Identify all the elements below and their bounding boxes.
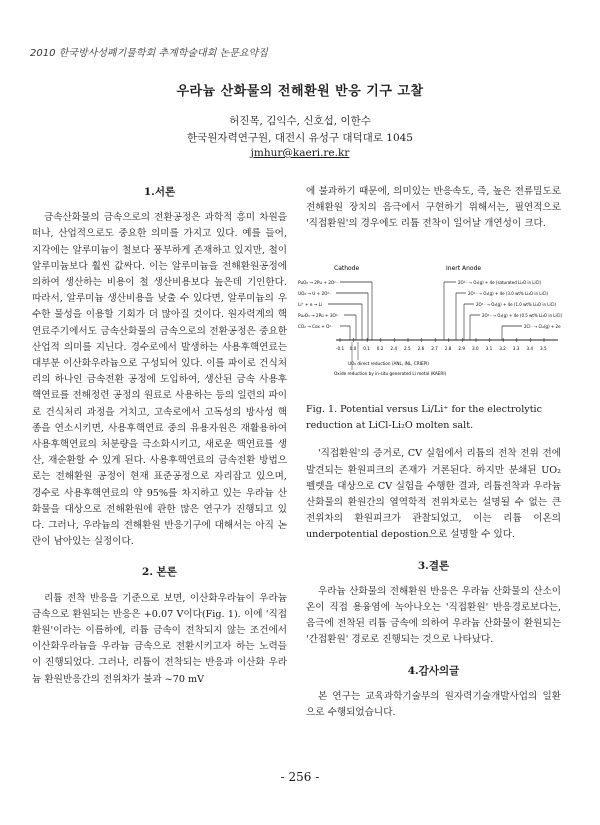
anode-reaction: 2O²⁻ → O₂(g) + 4e (3.0 wt% Li₂O in LiCl) [468, 291, 549, 296]
affiliation: 한국원자력연구원, 대전시 유성구 대덕대로 1045 [187, 132, 413, 144]
axis-tick-label: 2.7 [431, 346, 438, 351]
axis-tick-label: 2.5 [404, 346, 411, 351]
anode-reaction: 2O²⁻ → O₂(g) + 4e (saturated Li₂O in LiCl) [458, 280, 542, 285]
introduction-body: 금속산화물의 금속으로의 전환공정은 과학적 흥미 차원을 떠나, 산업적으로도 중요한 의미를 가지고 있다. 예를 들어, 지각에는 알루미늄이 철보다 풍부하게 존재하고 있지만, 철이 알루미늄보다 훨씬 값싸다. 이는 알루미늄을 전해환원공정에 의하여 생산하는 비용이 철 생산비용보다 높은데 기인한다. 따라서, 알루미늄 생산비용을 낮출 수 있다면, 알루미늄의 우수한 물성을 이용할 기회가 더 많아질 것이다. 원자력계의 핵연료주기에서도 금속산화물의 금속으로의 전환공정은 중요한 산업적 의미를 지닌다. 경수로에서 발생하는 사용후핵연료는 대부분 이산화우라늄으로 구성되어 있다. 이를 파이로 건식처리의 하나인 금속전환 공정에 도입하여, 생산된 금속 사용후핵연료를 전해정련 공정의 원료로 사용하는 등의 일련의 파이로 건식처리 과정을 거치고, 고속로에서 고독성의 방사성 핵종을 연소시키면, 사용후핵연료 중의 유용자원은 재활용하여 사용후핵연료의 처분량을 극소화시키고, 새로운 핵연료를 생산, 재순환할 수 있게 된다. 사용후핵연료의 금속전환 방법으로는 전해환원 공정이 현재 표준공정으로 자리잡고 있으며, 경수로 사용후핵연료의 약 95%를 차지하고 있는 우라늄 산화물을 대상으로 전해환원에 관한 많은 연구가 진행되고 있다. 그러나, 우라늄의 전해환원 반응기구에 대해서는 아직 논란이 남아있는 실정이다. [32, 212, 287, 548]
axis-tick-label: 3.3 [512, 346, 520, 351]
section-heading-introduction: 1.서론 [143, 186, 176, 198]
discussion-body: '직접환원'의 증거로, CV 실험에서 리튬의 전착 전위 전에 발견되는 환원피크의 존재가 거론된다. 하지만 분쇄된 UO₂ 펠렛을 대상으로 CV 실험을 수행한 결과, 리튬전착과 우라늄 산화물의 환원간의 열역학적 전위차로는 설명될 수 없는 큰 전위차의 환원피크가 관찰되었고, 이는 리튬 이온의 underpotential depostion으로 설명할 수 있다. [306, 448, 561, 541]
potential-diagram [296, 262, 570, 386]
axis-tick-label: 0.0 [349, 346, 357, 351]
conclusion-body: 우라늄 산화물의 전해환원 반응은 우라늄 산화물의 산소이온이 직접 용융염에 녹아나오는 '직접환원' 반응경로보다는, 음극에 전착된 리튬 금속에 의하여 우라늄 산화물이 환원되는 '간접환원' 경로로 진행되는 것으로 나타났다. [306, 585, 561, 646]
cathode-arrows [328, 282, 372, 326]
right-column-bottom [306, 402, 561, 721]
running-head: 2010 한국방사성폐기물학회 추계학술대회 논문요약집 [30, 48, 268, 59]
cathode-reaction: Li⁺ + e → Li [298, 302, 323, 307]
axis-tick-label: 3.4 [526, 346, 534, 351]
page-number: - 256 - [280, 770, 320, 784]
axis-tick-label: 2.4 [390, 346, 398, 351]
figure-1 [296, 262, 570, 386]
main-body: 리튬 전착 반응을 기준으로 보면, 이산화우라늄이 우라늄 금속으로 환원되는 반응은 +0.07 V이다(Fig. 1). 이에 '직접환원'이라는 이름하에, 리튬 금속이 전착되지 않는 조건에서 이산화우라늄을 우라늄 금속으로 전환시키고자 하는 노력들이 진행되었다. 그러나, 리튬이 전착되는 반응과 이산화 우라늄 환원반응간의 전위차가 불과 ~70 mV [32, 592, 287, 685]
section-heading-conclusion: 3.결론 [417, 559, 450, 572]
axis-tick-label: 0.2 [376, 346, 384, 351]
anode-reaction: 2O²⁻ → O₂(g) + 4e (0.5 wt% Li₂O in LiCl) [482, 313, 563, 318]
cathode-reaction: UO₂ → U + 2O²⁻ [298, 291, 332, 296]
note-indirect-reduction: Oxide reduction by in-situ generated Li metal (KAERI) [334, 371, 447, 376]
author-list: 허진목, 김익수, 신호섭, 이한수 [229, 115, 371, 127]
cathode-label: Cathode [334, 265, 360, 272]
main-body-continued: 에 불과하기 때문에, 의미있는 반응속도, 즉, 높은 전류밀도로 전해환원 장치의 음극에서 구현하기 위해서는, 필연적으로 '직접환원'의 경우에도 리튬 전착이 일어날 개연성이 크다. [306, 186, 561, 230]
axis-tick-label: -0.1 [336, 346, 345, 351]
anode-reaction: 2Cl⁻ → Cl₂(g) + 2e [524, 324, 561, 329]
paper-title: 우라늄 산화물의 전해환원 반응 기구 고찰 [176, 84, 424, 99]
axis-tick-label: 3.1 [485, 346, 493, 351]
cathode-reaction: PuO₂ → 2Pu + 2O²⁻ [298, 280, 339, 285]
axis-tick-label: 3.2 [499, 346, 506, 351]
axis-tick-label: 2.9 [458, 346, 466, 351]
axis-tick-label: 3.0 [472, 346, 479, 351]
axis-tick-label: 2.6 [417, 346, 425, 351]
axis-tick-label: 0.1 [363, 346, 370, 351]
cathode-reaction: Pu₂O₃ → 2Pu + 3O²⁻ [298, 313, 340, 318]
section-heading-acknowledgement: 4.감사의글 [407, 664, 460, 677]
anode-reaction: 2O²⁻ → O₂(g) + 4e (1.0 wt% Li₂O in LiCl) [476, 302, 557, 307]
right-column-top [306, 184, 561, 233]
left-column [32, 184, 287, 688]
anode-label: Inert Anode [446, 265, 482, 272]
axis-tick-label: 3.5 [540, 346, 547, 351]
figure-caption: Fig. 1. Potential versus Li/Li⁺ for the electrolytic reduction at LiCl-Li₂O molten salt. [306, 404, 542, 432]
section-heading-main: 2. 본론 [142, 566, 177, 579]
author-email[interactable]: jmhur@kaeri.re.kr [250, 147, 350, 159]
cathode-reaction: CO₂ → Cox + O²⁻ [298, 324, 334, 329]
axis-tick-label: 2.8 [444, 346, 452, 351]
note-direct-reduction: UO₂ direct reduction (ANL, INL, CRIEPI) [348, 361, 429, 366]
acknowledgement-body: 본 연구는 교육과학기술부의 원자력기술개발사업의 일환으로 수행되었습니다. [306, 690, 561, 719]
